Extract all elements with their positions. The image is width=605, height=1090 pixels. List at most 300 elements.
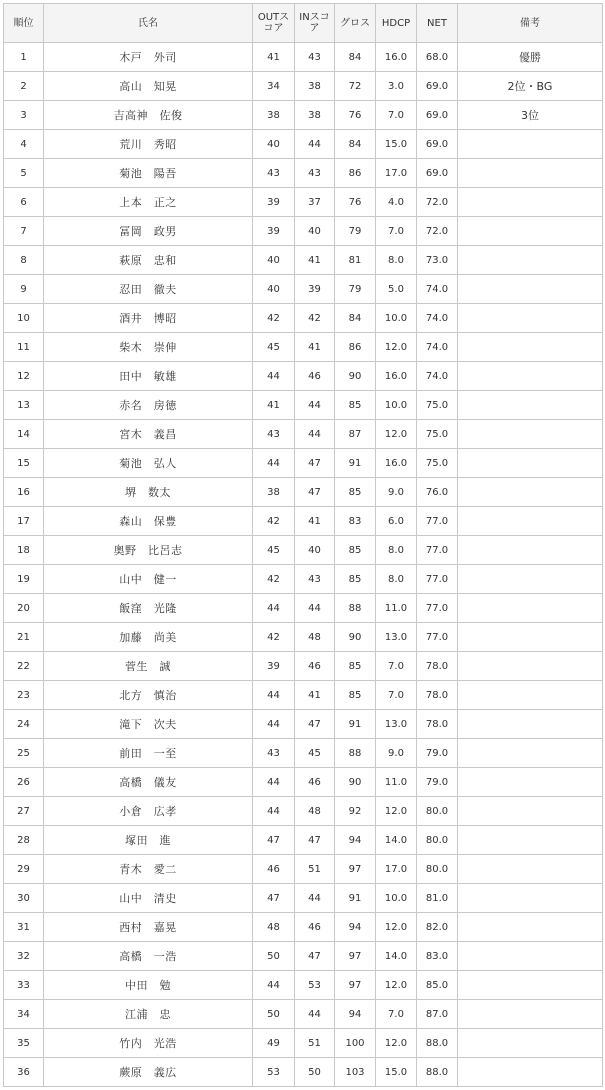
rank-cell: 29 bbox=[4, 855, 44, 884]
gross-cell: 88 bbox=[335, 594, 376, 623]
table-header bbox=[4, 4, 603, 43]
hdcp-cell: 7.0 bbox=[376, 217, 417, 246]
out-score-cell: 44 bbox=[253, 971, 295, 1000]
note-cell bbox=[458, 942, 603, 971]
table-row bbox=[4, 913, 603, 942]
rank-cell: 13 bbox=[4, 391, 44, 420]
note-cell bbox=[458, 739, 603, 768]
note-cell bbox=[458, 768, 603, 797]
out-score-cell: 40 bbox=[253, 275, 295, 304]
player-name-cell: 北方 慎治 bbox=[44, 681, 253, 710]
player-name-cell: 高橋 一浩 bbox=[44, 942, 253, 971]
gross-cell: 85 bbox=[335, 652, 376, 681]
hdcp-cell: 10.0 bbox=[376, 391, 417, 420]
out-score-cell: 42 bbox=[253, 507, 295, 536]
out-score-cell: 50 bbox=[253, 942, 295, 971]
in-score-cell: 47 bbox=[295, 826, 335, 855]
hdcp-cell: 10.0 bbox=[376, 884, 417, 913]
note-cell bbox=[458, 507, 603, 536]
player-name-cell: 前田 一至 bbox=[44, 739, 253, 768]
table-row bbox=[4, 565, 603, 594]
player-name-cell: 高山 知晃 bbox=[44, 72, 253, 101]
player-name-cell: 奥野 比呂志 bbox=[44, 536, 253, 565]
gross-cell: 91 bbox=[335, 884, 376, 913]
player-name-cell: 堺 数太 bbox=[44, 478, 253, 507]
gross-cell: 85 bbox=[335, 536, 376, 565]
hdcp-cell: 10.0 bbox=[376, 304, 417, 333]
rank-cell: 30 bbox=[4, 884, 44, 913]
out-score-cell: 45 bbox=[253, 333, 295, 362]
note-cell bbox=[458, 1000, 603, 1029]
net-cell: 73.0 bbox=[417, 246, 458, 275]
hdcp-cell: 17.0 bbox=[376, 159, 417, 188]
net-cell: 79.0 bbox=[417, 768, 458, 797]
table-row bbox=[4, 710, 603, 739]
net-cell: 77.0 bbox=[417, 536, 458, 565]
rank-cell: 18 bbox=[4, 536, 44, 565]
table-row bbox=[4, 130, 603, 159]
table-row bbox=[4, 304, 603, 333]
note-cell bbox=[458, 1029, 603, 1058]
hdcp-cell: 13.0 bbox=[376, 710, 417, 739]
net-cell: 74.0 bbox=[417, 304, 458, 333]
out-score-cell: 43 bbox=[253, 739, 295, 768]
player-name-cell: 蕨原 義広 bbox=[44, 1058, 253, 1087]
note-cell bbox=[458, 217, 603, 246]
rank-cell: 23 bbox=[4, 681, 44, 710]
player-name-cell: 青木 愛二 bbox=[44, 855, 253, 884]
hdcp-cell: 4.0 bbox=[376, 188, 417, 217]
net-cell: 87.0 bbox=[417, 1000, 458, 1029]
player-name-cell: 木戸 外司 bbox=[44, 43, 253, 72]
hdcp-cell: 9.0 bbox=[376, 478, 417, 507]
in-score-cell: 48 bbox=[295, 623, 335, 652]
hdcp-cell: 12.0 bbox=[376, 1029, 417, 1058]
rank-cell: 17 bbox=[4, 507, 44, 536]
player-name-cell: 宮木 義昌 bbox=[44, 420, 253, 449]
rank-cell: 20 bbox=[4, 594, 44, 623]
rank-cell: 4 bbox=[4, 130, 44, 159]
gross-cell: 72 bbox=[335, 72, 376, 101]
player-name-cell: 萩原 忠和 bbox=[44, 246, 253, 275]
hdcp-cell: 15.0 bbox=[376, 1058, 417, 1087]
note-cell bbox=[458, 855, 603, 884]
out-score-cell: 45 bbox=[253, 536, 295, 565]
in-score-cell: 47 bbox=[295, 942, 335, 971]
rank-cell: 6 bbox=[4, 188, 44, 217]
in-score-cell: 46 bbox=[295, 652, 335, 681]
gross-cell: 84 bbox=[335, 130, 376, 159]
player-name-cell: 中田 勉 bbox=[44, 971, 253, 1000]
in-score-cell: 45 bbox=[295, 739, 335, 768]
net-cell: 68.0 bbox=[417, 43, 458, 72]
note-cell bbox=[458, 971, 603, 1000]
in-score-cell: 39 bbox=[295, 275, 335, 304]
player-name-cell: 塚田 進 bbox=[44, 826, 253, 855]
rank-cell: 2 bbox=[4, 72, 44, 101]
hdcp-cell: 8.0 bbox=[376, 246, 417, 275]
out-score-cell: 46 bbox=[253, 855, 295, 884]
note-cell bbox=[458, 188, 603, 217]
hdcp-cell: 16.0 bbox=[376, 43, 417, 72]
out-score-cell: 49 bbox=[253, 1029, 295, 1058]
in-score-cell: 51 bbox=[295, 1029, 335, 1058]
gross-cell: 90 bbox=[335, 768, 376, 797]
note-cell bbox=[458, 391, 603, 420]
player-name-cell: 菅生 誠 bbox=[44, 652, 253, 681]
rank-cell: 35 bbox=[4, 1029, 44, 1058]
table-row bbox=[4, 826, 603, 855]
rank-cell: 24 bbox=[4, 710, 44, 739]
gross-cell: 81 bbox=[335, 246, 376, 275]
net-cell: 82.0 bbox=[417, 913, 458, 942]
table-row bbox=[4, 681, 603, 710]
out-score-cell: 34 bbox=[253, 72, 295, 101]
table-row bbox=[4, 449, 603, 478]
note-cell bbox=[458, 420, 603, 449]
net-cell: 80.0 bbox=[417, 855, 458, 884]
net-cell: 78.0 bbox=[417, 652, 458, 681]
in-score-cell: 44 bbox=[295, 130, 335, 159]
gross-cell: 97 bbox=[335, 971, 376, 1000]
note-header: 備考 bbox=[458, 4, 603, 43]
table-row bbox=[4, 362, 603, 391]
table-row bbox=[4, 623, 603, 652]
in-score-cell: 53 bbox=[295, 971, 335, 1000]
player-name-cell: 赤名 房徳 bbox=[44, 391, 253, 420]
hdcp-cell: 12.0 bbox=[376, 797, 417, 826]
in-score-cell: 46 bbox=[295, 913, 335, 942]
table-row bbox=[4, 739, 603, 768]
net-cell: 79.0 bbox=[417, 739, 458, 768]
gross-cell: 90 bbox=[335, 362, 376, 391]
in-score-cell: 37 bbox=[295, 188, 335, 217]
rank-cell: 1 bbox=[4, 43, 44, 72]
note-cell bbox=[458, 449, 603, 478]
net-cell: 72.0 bbox=[417, 188, 458, 217]
gross-cell: 86 bbox=[335, 333, 376, 362]
hdcp-cell: 16.0 bbox=[376, 362, 417, 391]
net-cell: 88.0 bbox=[417, 1029, 458, 1058]
out-score-cell: 41 bbox=[253, 43, 295, 72]
hdcp-cell: 8.0 bbox=[376, 536, 417, 565]
rank-cell: 27 bbox=[4, 797, 44, 826]
out-score-cell: 41 bbox=[253, 391, 295, 420]
net-cell: 80.0 bbox=[417, 797, 458, 826]
table-row bbox=[4, 188, 603, 217]
out-score-cell: 44 bbox=[253, 797, 295, 826]
table-row bbox=[4, 855, 603, 884]
rank-cell: 32 bbox=[4, 942, 44, 971]
hdcp-cell: 12.0 bbox=[376, 971, 417, 1000]
rank-cell: 8 bbox=[4, 246, 44, 275]
hdcp-cell: 12.0 bbox=[376, 420, 417, 449]
net-cell: 74.0 bbox=[417, 333, 458, 362]
player-name-cell: 江浦 忠 bbox=[44, 1000, 253, 1029]
out-score-cell: 44 bbox=[253, 681, 295, 710]
table-row bbox=[4, 507, 603, 536]
hdcp-cell: 12.0 bbox=[376, 913, 417, 942]
out-score-cell: 38 bbox=[253, 101, 295, 130]
net-cell: 69.0 bbox=[417, 72, 458, 101]
table-row bbox=[4, 942, 603, 971]
rank-cell: 19 bbox=[4, 565, 44, 594]
in-score-cell: 38 bbox=[295, 101, 335, 130]
gross-cell: 84 bbox=[335, 43, 376, 72]
out-score-cell: 44 bbox=[253, 768, 295, 797]
out-score-header: OUTスコア bbox=[253, 4, 295, 43]
out-score-cell: 44 bbox=[253, 362, 295, 391]
player-name-cell: 西村 嘉晃 bbox=[44, 913, 253, 942]
gross-cell: 88 bbox=[335, 739, 376, 768]
out-score-cell: 43 bbox=[253, 159, 295, 188]
out-score-cell: 44 bbox=[253, 449, 295, 478]
table-row bbox=[4, 768, 603, 797]
rank-cell: 21 bbox=[4, 623, 44, 652]
note-cell bbox=[458, 275, 603, 304]
gross-cell: 94 bbox=[335, 1000, 376, 1029]
player-name-cell: 上本 正之 bbox=[44, 188, 253, 217]
net-cell: 69.0 bbox=[417, 130, 458, 159]
out-score-cell: 42 bbox=[253, 304, 295, 333]
table-row bbox=[4, 1029, 603, 1058]
player-name-cell: 飯窪 光隆 bbox=[44, 594, 253, 623]
net-cell: 75.0 bbox=[417, 449, 458, 478]
hdcp-cell: 5.0 bbox=[376, 275, 417, 304]
note-cell bbox=[458, 681, 603, 710]
gross-cell: 97 bbox=[335, 942, 376, 971]
hdcp-cell: 3.0 bbox=[376, 72, 417, 101]
note-cell bbox=[458, 246, 603, 275]
table-row bbox=[4, 478, 603, 507]
in-score-cell: 38 bbox=[295, 72, 335, 101]
rank-cell: 36 bbox=[4, 1058, 44, 1087]
net-cell: 76.0 bbox=[417, 478, 458, 507]
in-score-cell: 43 bbox=[295, 159, 335, 188]
gross-cell: 76 bbox=[335, 101, 376, 130]
out-score-cell: 40 bbox=[253, 246, 295, 275]
in-score-cell: 46 bbox=[295, 362, 335, 391]
hdcp-cell: 11.0 bbox=[376, 768, 417, 797]
note-cell bbox=[458, 130, 603, 159]
note-cell bbox=[458, 159, 603, 188]
in-score-cell: 41 bbox=[295, 246, 335, 275]
out-score-cell: 47 bbox=[253, 884, 295, 913]
hdcp-cell: 7.0 bbox=[376, 1000, 417, 1029]
table-row bbox=[4, 797, 603, 826]
net-cell: 77.0 bbox=[417, 594, 458, 623]
gross-cell: 85 bbox=[335, 478, 376, 507]
note-cell bbox=[458, 362, 603, 391]
rank-cell: 22 bbox=[4, 652, 44, 681]
note-cell bbox=[458, 565, 603, 594]
rank-cell: 28 bbox=[4, 826, 44, 855]
hdcp-cell: 12.0 bbox=[376, 333, 417, 362]
net-cell: 69.0 bbox=[417, 159, 458, 188]
net-cell: 72.0 bbox=[417, 217, 458, 246]
table-row bbox=[4, 72, 603, 101]
net-cell: 77.0 bbox=[417, 507, 458, 536]
hdcp-cell: 9.0 bbox=[376, 739, 417, 768]
gross-cell: 85 bbox=[335, 391, 376, 420]
hdcp-cell: 14.0 bbox=[376, 942, 417, 971]
rank-cell: 15 bbox=[4, 449, 44, 478]
out-score-cell: 47 bbox=[253, 826, 295, 855]
gross-header: グロス bbox=[335, 4, 376, 43]
player-name-cell: 加藤 尚美 bbox=[44, 623, 253, 652]
gross-cell: 85 bbox=[335, 681, 376, 710]
gross-cell: 103 bbox=[335, 1058, 376, 1087]
in-score-cell: 44 bbox=[295, 884, 335, 913]
net-cell: 74.0 bbox=[417, 275, 458, 304]
table-row bbox=[4, 594, 603, 623]
net-header: NET bbox=[417, 4, 458, 43]
note-cell bbox=[458, 884, 603, 913]
in-score-cell: 40 bbox=[295, 217, 335, 246]
player-name-cell: 山中 健一 bbox=[44, 565, 253, 594]
in-score-cell: 47 bbox=[295, 710, 335, 739]
rank-cell: 7 bbox=[4, 217, 44, 246]
player-name-cell: 吉高神 佐俊 bbox=[44, 101, 253, 130]
in-score-cell: 48 bbox=[295, 797, 335, 826]
in-score-cell: 44 bbox=[295, 391, 335, 420]
player-name-cell: 滝下 次夫 bbox=[44, 710, 253, 739]
out-score-cell: 39 bbox=[253, 188, 295, 217]
rank-cell: 26 bbox=[4, 768, 44, 797]
rank-cell: 33 bbox=[4, 971, 44, 1000]
net-cell: 75.0 bbox=[417, 420, 458, 449]
note-cell bbox=[458, 797, 603, 826]
in-score-cell: 41 bbox=[295, 507, 335, 536]
out-score-cell: 48 bbox=[253, 913, 295, 942]
note-cell: 3位 bbox=[458, 101, 603, 130]
net-cell: 81.0 bbox=[417, 884, 458, 913]
gross-cell: 85 bbox=[335, 565, 376, 594]
rank-cell: 34 bbox=[4, 1000, 44, 1029]
gross-cell: 83 bbox=[335, 507, 376, 536]
hdcp-cell: 11.0 bbox=[376, 594, 417, 623]
player-name-cell: 菊池 陽吾 bbox=[44, 159, 253, 188]
player-name-cell: 荒川 秀昭 bbox=[44, 130, 253, 159]
table-row bbox=[4, 43, 603, 72]
note-cell bbox=[458, 652, 603, 681]
note-cell bbox=[458, 536, 603, 565]
gross-cell: 94 bbox=[335, 913, 376, 942]
player-name-cell: 菊池 弘人 bbox=[44, 449, 253, 478]
out-score-cell: 39 bbox=[253, 217, 295, 246]
gross-cell: 76 bbox=[335, 188, 376, 217]
net-cell: 75.0 bbox=[417, 391, 458, 420]
rank-cell: 9 bbox=[4, 275, 44, 304]
table-row bbox=[4, 159, 603, 188]
net-cell: 85.0 bbox=[417, 971, 458, 1000]
hdcp-cell: 7.0 bbox=[376, 652, 417, 681]
in-score-cell: 43 bbox=[295, 565, 335, 594]
rank-cell: 14 bbox=[4, 420, 44, 449]
player-name-cell: 冨岡 政男 bbox=[44, 217, 253, 246]
in-score-cell: 50 bbox=[295, 1058, 335, 1087]
rank-cell: 25 bbox=[4, 739, 44, 768]
net-cell: 78.0 bbox=[417, 681, 458, 710]
gross-cell: 90 bbox=[335, 623, 376, 652]
table-row bbox=[4, 246, 603, 275]
out-score-cell: 40 bbox=[253, 130, 295, 159]
name-header: 氏名 bbox=[44, 4, 253, 43]
player-name-cell: 小倉 広孝 bbox=[44, 797, 253, 826]
out-score-cell: 43 bbox=[253, 420, 295, 449]
net-cell: 69.0 bbox=[417, 101, 458, 130]
net-cell: 78.0 bbox=[417, 710, 458, 739]
rank-cell: 16 bbox=[4, 478, 44, 507]
hdcp-header: HDCP bbox=[376, 4, 417, 43]
hdcp-cell: 7.0 bbox=[376, 101, 417, 130]
in-score-cell: 44 bbox=[295, 1000, 335, 1029]
gross-cell: 79 bbox=[335, 275, 376, 304]
player-name-cell: 高橋 儀友 bbox=[44, 768, 253, 797]
rank-cell: 12 bbox=[4, 362, 44, 391]
note-cell bbox=[458, 826, 603, 855]
in-score-cell: 51 bbox=[295, 855, 335, 884]
hdcp-cell: 6.0 bbox=[376, 507, 417, 536]
table-row bbox=[4, 1058, 603, 1087]
in-score-header: INスコア bbox=[295, 4, 335, 43]
out-score-cell: 44 bbox=[253, 594, 295, 623]
gross-cell: 94 bbox=[335, 826, 376, 855]
net-cell: 77.0 bbox=[417, 565, 458, 594]
note-cell bbox=[458, 1058, 603, 1087]
table-row bbox=[4, 971, 603, 1000]
player-name-cell: 酒井 博昭 bbox=[44, 304, 253, 333]
rank-cell: 31 bbox=[4, 913, 44, 942]
note-cell bbox=[458, 594, 603, 623]
table-row bbox=[4, 536, 603, 565]
hdcp-cell: 14.0 bbox=[376, 826, 417, 855]
gross-cell: 91 bbox=[335, 710, 376, 739]
header-row bbox=[4, 4, 603, 43]
rank-cell: 5 bbox=[4, 159, 44, 188]
in-score-cell: 47 bbox=[295, 449, 335, 478]
in-score-cell: 41 bbox=[295, 333, 335, 362]
table-row bbox=[4, 1000, 603, 1029]
out-score-cell: 50 bbox=[253, 1000, 295, 1029]
player-name-cell: 山中 清史 bbox=[44, 884, 253, 913]
gross-cell: 97 bbox=[335, 855, 376, 884]
gross-cell: 87 bbox=[335, 420, 376, 449]
in-score-cell: 42 bbox=[295, 304, 335, 333]
out-score-cell: 42 bbox=[253, 623, 295, 652]
hdcp-cell: 17.0 bbox=[376, 855, 417, 884]
net-cell: 80.0 bbox=[417, 826, 458, 855]
note-cell: 2位・BG bbox=[458, 72, 603, 101]
in-score-cell: 44 bbox=[295, 594, 335, 623]
rank-cell: 11 bbox=[4, 333, 44, 362]
player-name-cell: 竹内 光浩 bbox=[44, 1029, 253, 1058]
hdcp-cell: 16.0 bbox=[376, 449, 417, 478]
note-cell bbox=[458, 710, 603, 739]
out-score-cell: 44 bbox=[253, 710, 295, 739]
in-score-cell: 43 bbox=[295, 43, 335, 72]
net-cell: 77.0 bbox=[417, 623, 458, 652]
rank-cell: 10 bbox=[4, 304, 44, 333]
results-table bbox=[3, 3, 603, 1087]
note-cell bbox=[458, 623, 603, 652]
in-score-cell: 46 bbox=[295, 768, 335, 797]
player-name-cell: 忍田 徹夫 bbox=[44, 275, 253, 304]
player-name-cell: 田中 敏雄 bbox=[44, 362, 253, 391]
table-row bbox=[4, 217, 603, 246]
rank-cell: 3 bbox=[4, 101, 44, 130]
gross-cell: 100 bbox=[335, 1029, 376, 1058]
